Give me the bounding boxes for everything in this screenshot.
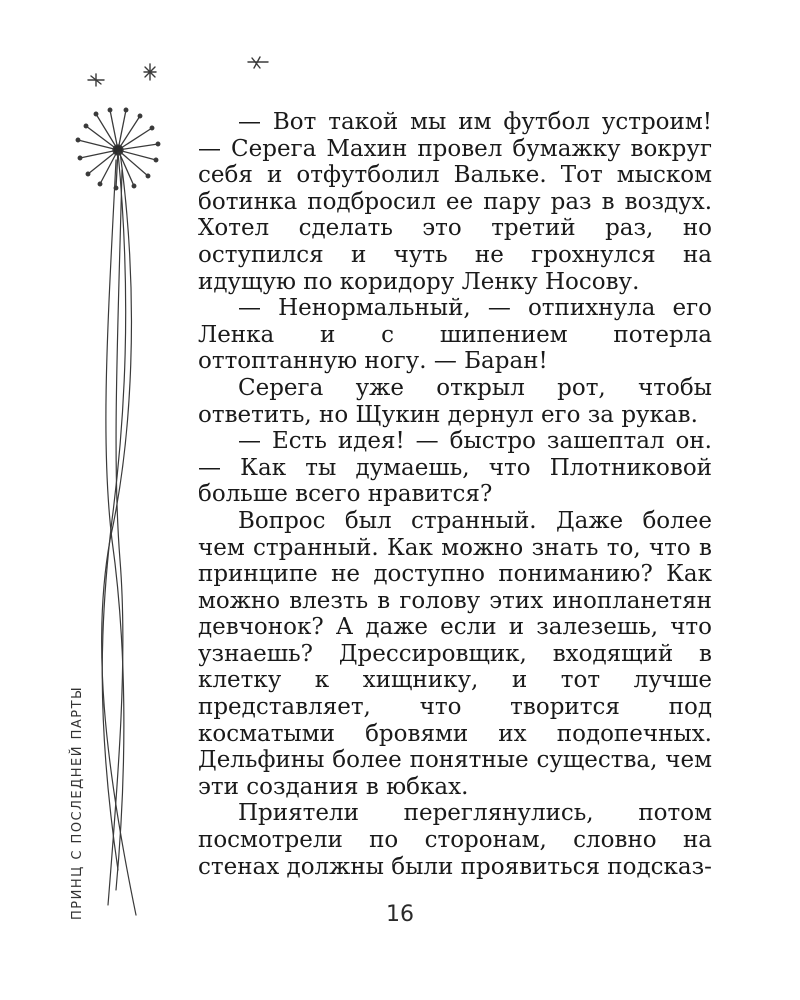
paragraph: Приятели переглянулись, потом посмотрели по сторонам, словно на стенах должны были проявиться подсказ- — [198, 800, 712, 880]
paragraph: — Есть идея! — быстро зашептал он. — Как ты думаешь, что Плотниковой больше всего нравится? — [198, 428, 712, 508]
flying-seed-icon — [248, 57, 268, 68]
dandelion-stem-icon — [102, 152, 136, 915]
dandelion-head-icon — [76, 108, 160, 190]
paragraph: Вопрос был странный. Даже более чем странный. Как можно знать то, что в принципе не доступно пониманию? Как можно влезть в голову этих инопланетян девчонок? А даже если и залезешь, что узнаешь? Дрессировщик, входящий в клетку к хищнику, и тот лучше представляет, что творится под косматыми бровями их подопечных. Дельфины более понятные существа, чем эти создания в юбках. — [198, 507, 712, 800]
body-text — [198, 109, 712, 880]
page-number: 16 — [386, 902, 414, 927]
flying-seed-icon — [88, 74, 104, 86]
paragraph: Серега уже открыл рот, чтобы ответить, но Щукин дернул его за рукав. — [198, 374, 712, 428]
flying-seed-icon — [144, 64, 156, 80]
paragraph: — Вот такой мы им футбол устроим! — Серега Махин провел бумажку вокруг себя и отфутболил Вальке. Тот мыском ботинка подбросил ее пару раз в воздух. Хотел сделать это третий раз, но оступился и чуть не грохнулся на идущую по коридору Ленку Носову. — [198, 109, 712, 295]
paragraph: — Ненормальный, — отпихнула его Ленка и с шипением потерла оттоптанную ногу. — Баран! — [198, 295, 712, 375]
running-title: ПРИНЦ С ПОСЛЕДНЕЙ ПАРТЫ — [70, 685, 85, 920]
